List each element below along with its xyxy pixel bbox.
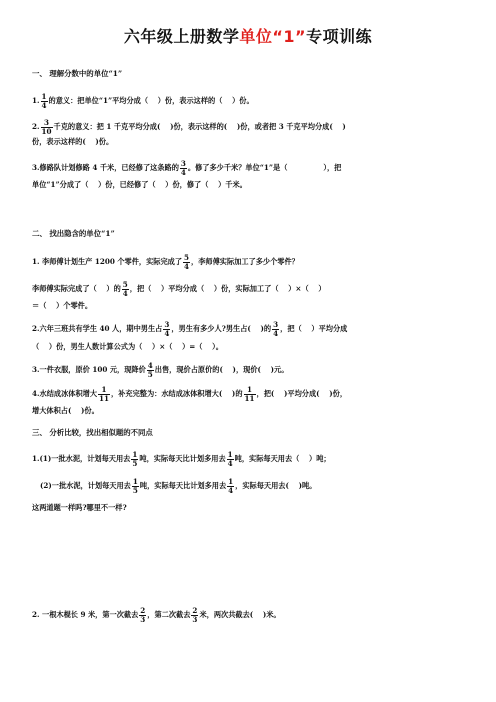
title-main: 六年级上册数学 — [123, 27, 240, 46]
text-run: 3.修路队计划修路 4 千米，已经修了这条路的 — [32, 163, 179, 172]
section-heading-1: 一、 理解分数中的单位“1” — [32, 69, 123, 78]
fraction — [272, 321, 279, 337]
text-run: 1. — [32, 96, 40, 105]
fraction — [98, 386, 110, 402]
fraction — [227, 478, 234, 494]
section-heading-3: 三、 分析比较，找出相似题的不同点 — [32, 428, 153, 437]
numerator: 1 — [244, 386, 256, 395]
text-run: 4.水结成冰体积增大 — [32, 389, 98, 398]
text-run: ，李师傅实际加工了多少个零件？ — [191, 257, 299, 266]
numerator: 2 — [192, 606, 198, 615]
denominator: 3 — [140, 614, 146, 624]
fraction — [147, 362, 154, 378]
text-run: ，把( )平均分成( )份， — [256, 389, 348, 398]
text-run: 的意义：把单位“1”平均分成（ ）份，表示这样的（ ）份。 — [48, 96, 254, 105]
denominator: 5 — [147, 369, 153, 379]
question-b4 — [32, 386, 472, 402]
text-run: 2.六年三班共有学生 40 人，期中男生占 — [32, 324, 163, 333]
question-a3-line2: 单位“1”分成了（ ）份，已经修了（ ）份，修了（ ）千米。 — [32, 180, 247, 189]
denominator: 4 — [227, 458, 233, 468]
text-run: ，男生有多少人?男生占( )的 — [171, 324, 272, 333]
denominator: 5 — [132, 485, 138, 495]
text-run: 吨，实际每天比计划多用去 — [139, 454, 226, 463]
numerator: 5 — [122, 280, 128, 289]
text-run: 1. 李师傅计划生产 1200 个零件，实际完成了 — [32, 257, 183, 266]
denominator: 10 — [41, 126, 52, 136]
numerator: 1 — [98, 386, 110, 395]
denominator: 4 — [273, 328, 279, 338]
numerator: 1 — [227, 450, 233, 459]
numerator: 1 — [41, 92, 47, 101]
question-b3 — [32, 362, 472, 378]
text-run: 米，两次共截去( )米。 — [199, 610, 281, 619]
question-a2 — [32, 119, 472, 135]
denominator: 4 — [164, 328, 170, 338]
text-run: 吨，实际每天用去（ ）吨； — [234, 454, 331, 463]
question-a2-line2: 份，表示这样的( )份。 — [32, 137, 114, 146]
fraction — [122, 281, 129, 297]
title-suffix: 专项训练 — [306, 27, 373, 46]
denominator: 4 — [122, 288, 128, 298]
question-b1 — [32, 254, 472, 270]
numerator: 1 — [132, 450, 138, 459]
fraction — [41, 93, 48, 109]
question-b1-explain-line2: ＝（ ）个零件。 — [32, 301, 93, 310]
numerator: 3 — [41, 119, 53, 128]
text-run: 李师傅实际完成了（ ）的 — [32, 284, 121, 293]
text-run: ，实际每天用去( )吨。 — [235, 481, 317, 490]
text-run: 2. — [32, 122, 40, 131]
denominator: 4 — [228, 485, 234, 495]
question-c2 — [32, 607, 472, 623]
text-run: ，把（ ）平均分成 — [280, 324, 348, 333]
numerator: 2 — [140, 606, 146, 615]
question-a3 — [32, 160, 472, 176]
numerator: 1 — [132, 477, 138, 486]
text-run: 出售，现价占原价的( )，现价( )元。 — [154, 365, 289, 374]
fraction — [227, 451, 234, 467]
numerator: 3 — [180, 159, 186, 168]
fraction — [183, 254, 190, 270]
denominator: 4 — [184, 261, 190, 271]
fraction — [132, 478, 139, 494]
fraction — [41, 119, 53, 135]
question-a1 — [32, 93, 472, 109]
text-run: ，第二次截去 — [147, 610, 191, 619]
denominator: 11 — [244, 393, 255, 403]
title-highlight: 单位“1” — [239, 27, 307, 46]
fraction — [191, 607, 198, 623]
denominator: 5 — [132, 458, 138, 468]
fraction — [180, 160, 187, 176]
numerator: 3 — [164, 320, 170, 329]
text-run: 1.(1)一批水泥，计划每天用去 — [32, 454, 131, 463]
page-title — [0, 24, 496, 47]
denominator: 3 — [192, 614, 198, 624]
question-b2 — [32, 321, 472, 337]
section-heading-2: 二、 找出隐含的单位“1” — [32, 229, 115, 238]
numerator: 1 — [228, 477, 234, 486]
denominator: 4 — [41, 100, 47, 110]
numerator: 3 — [273, 320, 279, 329]
text-run: 。修了多少千米？单位“1”是（ ），把 — [187, 163, 342, 172]
question-c1-prompt: 这两道题一样吗?哪里不一样? — [32, 503, 127, 512]
text-run: ，补充完整为：水结成冰体积增大( )的 — [111, 389, 243, 398]
text-run: (2)一批水泥，计划每天用去 — [40, 481, 131, 490]
numerator: 4 — [147, 361, 153, 370]
text-run: 2. 一根木棍长 9 米，第一次截去 — [32, 610, 139, 619]
denominator: 11 — [99, 393, 110, 403]
text-run: 3.一件衣服，原价 100 元，现降价 — [32, 365, 146, 374]
text-run: 千克的意义：把 1 千克平均分成( )份，表示这样的( )份，或者把 3 千克平均分成( ) — [53, 122, 346, 131]
question-c1-part1 — [32, 451, 472, 467]
denominator: 4 — [180, 167, 186, 177]
numerator: 5 — [184, 253, 190, 262]
question-b2-line2: （ ）份，男生人数计算公式为（ ）×（ ）=（ ）。 — [32, 342, 223, 351]
question-b4-line2: 增大体积占( )份。 — [32, 406, 99, 415]
question-c1-part2 — [40, 478, 480, 494]
text-run: 吨，实际每天比计划多用去 — [139, 481, 227, 490]
question-b1-explain — [32, 281, 472, 297]
fraction — [163, 321, 170, 337]
fraction — [139, 607, 146, 623]
fraction — [244, 386, 256, 402]
fraction — [131, 451, 138, 467]
text-run: ，把（ ）平均分成（ ）份，实际加工了（ ）×（ ） — [129, 284, 326, 293]
